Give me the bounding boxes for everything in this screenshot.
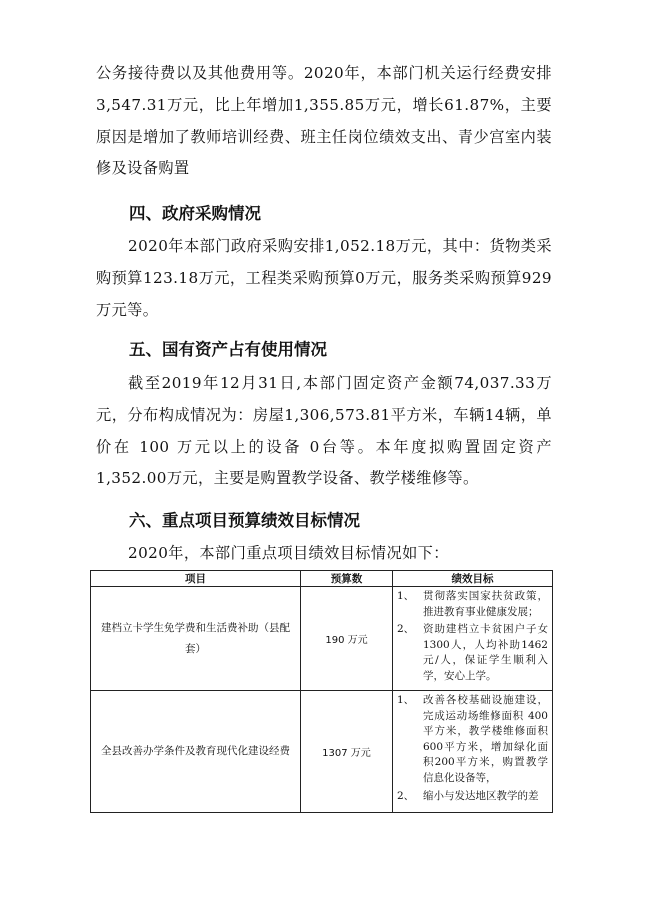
- project-name-cell: 建档立卡学生免学费和生活费补助（县配套）: [91, 587, 301, 691]
- heading-performance-targets: 六、重点项目预算绩效目标情况: [129, 511, 360, 530]
- goals-cell: [393, 691, 553, 813]
- goal-text: 贯彻落实国家扶贫政策，推进教育事业健康发展；: [423, 590, 548, 618]
- goals-cell: [393, 587, 553, 691]
- goal-item: [397, 789, 548, 805]
- paragraph-operating-expenses: 公务接待费以及其他费用等。2020年，本部门机关运行经费安排3,547.31万元，比上年增加1,355.85万元，增长61.87%，主要原因是增加了教师培训经费、班主任岗位绩效支出、青少宫室内装修及设备购置: [96, 64, 552, 178]
- goal-number: 2、: [397, 623, 415, 636]
- column-header-goals: 绩效目标: [393, 571, 553, 587]
- budget-cell: 190 万元: [301, 587, 393, 691]
- paragraph-fixed-assets: 截至2019年12月31日,本部门固定资产金额74,037.33万元，分布构成情况为：房屋1,306,573.81平方米，车辆14辆，单价在 100 万元以上的设备 0台等。本年度拟购置固定资产1,352.00万元，主要是购置教学设备、教学楼维修等。: [96, 374, 552, 488]
- goal-text: 资助建档立卡贫困户子女1300人，人均补助1462元/人，保证学生顺利入学，安心上学。: [423, 623, 548, 682]
- heading-state-assets: 五、国有资产占有使用情况: [129, 340, 327, 359]
- goal-number: 1、: [397, 590, 415, 602]
- goal-item: [397, 693, 548, 787]
- project-name-cell: 全县改善办学条件及教育现代化建设经费: [91, 691, 301, 813]
- goal-item: [397, 589, 548, 620]
- goal-number: 1、: [397, 694, 415, 706]
- column-header-budget: 预算数: [301, 571, 393, 587]
- budget-cell: 1307 万元: [301, 691, 393, 813]
- table-header-row: [91, 571, 553, 587]
- goals-list: [393, 587, 552, 689]
- table-row: [91, 691, 553, 813]
- performance-table: [90, 570, 553, 813]
- paragraph-table-intro: 2020年，本部门重点项目绩效目标情况如下：: [128, 544, 449, 562]
- goal-text: 缩小与发达地区教学的差: [423, 789, 539, 802]
- goal-text: 改善各校基础设施建设，完成运动场维修面积 400 平方米，教学楼维修面积600平方米，增加绿化面积200平方米，购置教学信息化设备等，: [423, 694, 548, 784]
- goal-number: 2、: [397, 789, 415, 802]
- heading-government-procurement: 四、政府采购情况: [129, 204, 261, 223]
- goals-list: [393, 691, 552, 808]
- table-row: [91, 587, 553, 691]
- column-header-project: 项目: [91, 571, 301, 587]
- goal-item: [397, 622, 548, 684]
- paragraph-procurement: 2020年本部门政府采购安排1,052.18万元，其中：货物类采购预算123.18万元，工程类采购预算0万元，服务类采购预算929万元等。: [96, 237, 552, 319]
